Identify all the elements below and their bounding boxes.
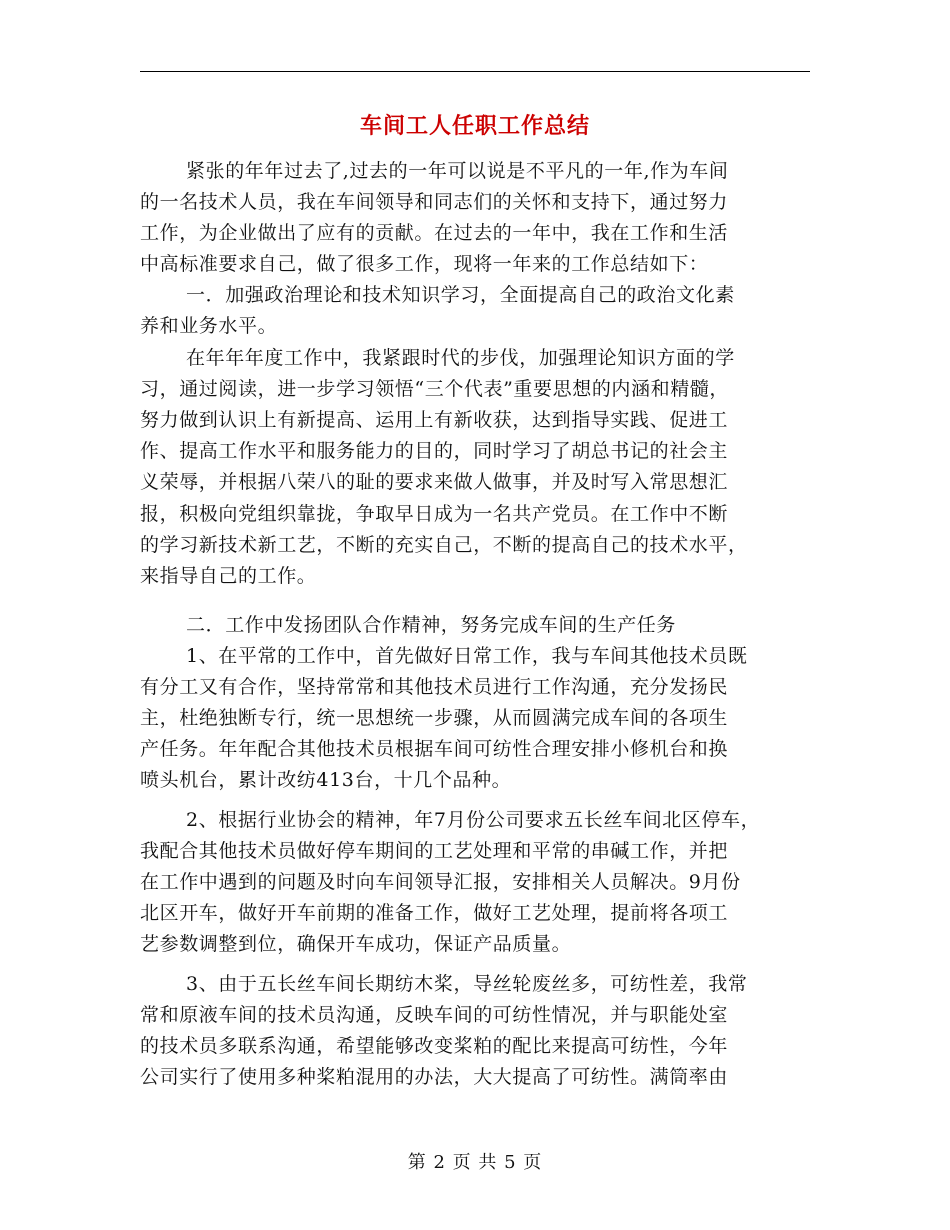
body-line: 的一名技术人员，我在车间领导和同志们的关怀和支持下，通过努力: [140, 191, 729, 213]
document-title: 车间工人任职工作总结: [359, 113, 590, 139]
body-line: 在年年年度工作中，我紧跟时代的步伐，加强理论知识方面的学: [186, 347, 735, 369]
body-line: 北区开车，做好开车前期的准备工作，做好工艺处理，提前将各项工: [140, 902, 729, 924]
body-line: 来指导自己的工作。: [140, 565, 317, 587]
body-line: 作、提高工作水平和服务能力的目的，同时学习了胡总书记的社会主: [140, 440, 729, 462]
body-line: 养和业务水平。: [140, 315, 278, 337]
body-line: 公司实行了使用多种桨粕混用的办法，大大提高了可纺性。满筒率由: [140, 1066, 729, 1088]
body-line: 在工作中遇到的问题及时向车间领导汇报，安排相关人员解决。9月份: [140, 871, 741, 893]
body-line: 报，积极向党组织靠拢，争取早日成为一名共产党员。在工作中不断: [140, 503, 729, 525]
body-line: 有分工又有合作，坚持常常和其他技术员进行工作沟通，充分发扬民: [140, 676, 729, 698]
body-line: 3、由于五长丝车间长期纺木桨，导丝轮废丝多，可纺性差，我常: [186, 973, 748, 995]
body-line: 的学习新技术新工艺，不断的充实自己，不断的提高自己的技术水平，: [140, 534, 748, 556]
body-line: 义荣辱，并根据八荣八的耻的要求来做人做事，并及时写入常思想汇: [140, 471, 729, 493]
body-line: 主，杜绝独断专行，统一思想统一步骤，从而圆满完成车间的各项生: [140, 707, 729, 729]
body-line: 紧张的年年过去了,过去的一年可以说是不平凡的一年,作为车间: [186, 160, 729, 182]
body-line: 一．加强政治理论和技术知识学习，全面提高自己的政治文化素: [186, 284, 735, 306]
body-line: 1、在平常的工作中，首先做好日常工作，我与车间其他技术员既: [186, 645, 748, 667]
body-line: 艺参数调整到位，确保开车成功，保证产品质量。: [140, 933, 572, 955]
body-line: 工作，为企业做出了应有的贡献。在过去的一年中，我在工作和生活: [140, 222, 729, 244]
body-line: 产任务。年年配合其他技术员根据车间可纺性合理安排小修机台和换: [140, 738, 729, 760]
body-line: 中高标准要求自己，做了很多工作，现将一年来的工作总结如下：: [140, 253, 709, 275]
body-line: 努力做到认识上有新提高、运用上有新收获，达到指导实践、促进工: [140, 409, 729, 431]
body-line: 二．工作中发扬团队合作精神，努务完成车间的生产任务: [186, 614, 677, 636]
body-line: 喷头机台，累计改纺413台，十几个品种。: [140, 769, 512, 791]
body-line: 2、根据行业协会的精神，年7月份公司要求五长丝车间北区停车，: [186, 809, 761, 831]
body-line: 的技术员多联系沟通，希望能够改变桨粕的配比来提高可纺性，今年: [140, 1035, 729, 1057]
page-number: 第 2 页 共 5 页: [407, 1152, 543, 1173]
body-line: 我配合其他技术员做好停车期间的工艺处理和平常的串碱工作，并把: [140, 840, 729, 862]
header-rule: [140, 71, 810, 72]
body-line: 习，通过阅读，进一步学习领悟“三个代表”重要思想的内涵和精髓，: [140, 378, 730, 400]
body-line: 常和原液车间的技术员沟通，反映车间的可纺性情况，并与职能处室: [140, 1004, 729, 1026]
